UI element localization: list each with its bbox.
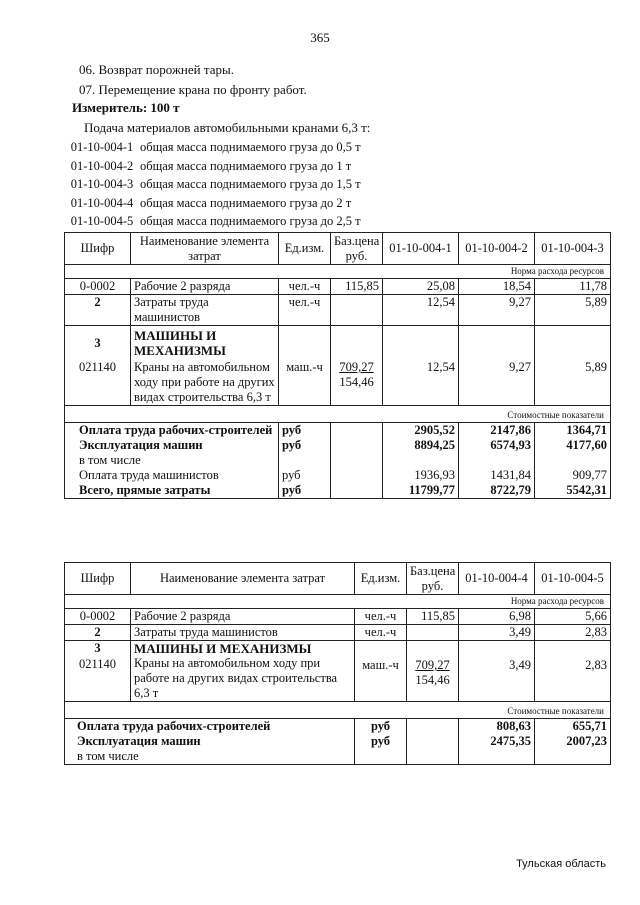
- table-row: 2 Затраты труда машинистов чел.-ч 3,49 2,83: [65, 625, 611, 641]
- code-item: 01-10-004-4 общая масса поднимаемого груза до 2 т: [70, 195, 352, 210]
- header-price: Баз.цена руб.: [331, 233, 383, 265]
- code-list: [64, 140, 361, 233]
- intro-text: Подача материалов автомобильными кранами 6,3 т:: [84, 120, 371, 135]
- sum-row: Эксплуатация машин руб 8894,25 6574,93 4177,60: [65, 438, 611, 453]
- resources-table-1: [64, 232, 611, 499]
- header-col: 01-10-004-5: [535, 563, 611, 595]
- table-row: 2 Затраты труда машинистов чел.-ч 12,54 9,27 5,89: [65, 295, 611, 326]
- code-item: 01-10-004-5 общая масса поднимаемого груза до 2,5 т: [70, 214, 361, 228]
- header-col: 01-10-004-2: [459, 233, 535, 265]
- table-row: 3 021140 МАШИНЫ И МЕХАНИЗМЫ Краны на автомобильном ходу при работе на других видах строительства 6,3 т маш.-ч 709,27 154,46 12,54 9,27 5,89: [65, 326, 611, 406]
- header-price: Баз.цена руб.: [407, 563, 459, 595]
- header-name: Наименование элемента затрат: [131, 233, 279, 265]
- norm-label: Норма расхода ресурсов: [65, 595, 611, 609]
- sum-row: Всего, прямые затраты руб 11799,77 8722,79 5542,31: [65, 483, 611, 499]
- sum-row: Эксплуатация машин руб 2475,35 2007,23: [65, 734, 611, 749]
- header-unit: Ед.изм.: [279, 233, 331, 265]
- sum-row: Оплата труда машинистов руб 1936,93 1431,84 909,77: [65, 468, 611, 483]
- sum-row: Оплата труда рабочих-строителей руб 808,63 655,71: [65, 719, 611, 735]
- header-code: Шифр: [65, 563, 131, 595]
- sum-row: в том числе: [65, 749, 611, 765]
- table-row: 0-0002 Рабочие 2 разряда чел.-ч 115,85 25,08 18,54 11,78: [65, 279, 611, 295]
- code-item: 01-10-004-3 общая масса поднимаемого груза до 1,5 т: [70, 177, 361, 191]
- page-number: 365: [310, 30, 330, 45]
- resources-table-2: [64, 562, 611, 765]
- table-row: 3 021140 МАШИНЫ И МЕХАНИЗМЫ Краны на автомобильном ходу при работе на других видах строительства 6,3 т маш.-ч 709,27 154,46 3,49 2,83: [65, 641, 611, 702]
- code-item: 01-10-004-2 общая масса поднимаемого груза до 1 т: [70, 158, 352, 173]
- header-code: Шифр: [65, 233, 131, 265]
- header-name: Наименование элемента затрат: [131, 563, 355, 595]
- header-unit: Ед.изм.: [355, 563, 407, 595]
- sum-row: в том числе: [65, 453, 611, 468]
- norm-label: Норма расхода ресурсов: [65, 265, 611, 279]
- code-item: 01-10-004-1 общая масса поднимаемого груза до 0,5 т: [70, 140, 361, 154]
- cost-label: Стоимостные показатели: [65, 702, 611, 719]
- header-col: 01-10-004-4: [459, 563, 535, 595]
- header-col: 01-10-004-1: [383, 233, 459, 265]
- header-col: 01-10-004-3: [535, 233, 611, 265]
- sum-row: Оплата труда рабочих-строителей руб 2905,52 2147,86 1364,71: [65, 423, 611, 439]
- cost-label: Стоимостные показатели: [65, 406, 611, 423]
- item-07: 07. Перемещение крана по фронту работ.: [79, 82, 307, 97]
- region-footer: Тульская область: [516, 858, 606, 870]
- item-06: 06. Возврат порожней тары.: [79, 62, 234, 77]
- measure-unit: Измеритель: 100 т: [72, 100, 180, 115]
- table-row: 0-0002 Рабочие 2 разряда чел.-ч 115,85 6,98 5,66: [65, 609, 611, 625]
